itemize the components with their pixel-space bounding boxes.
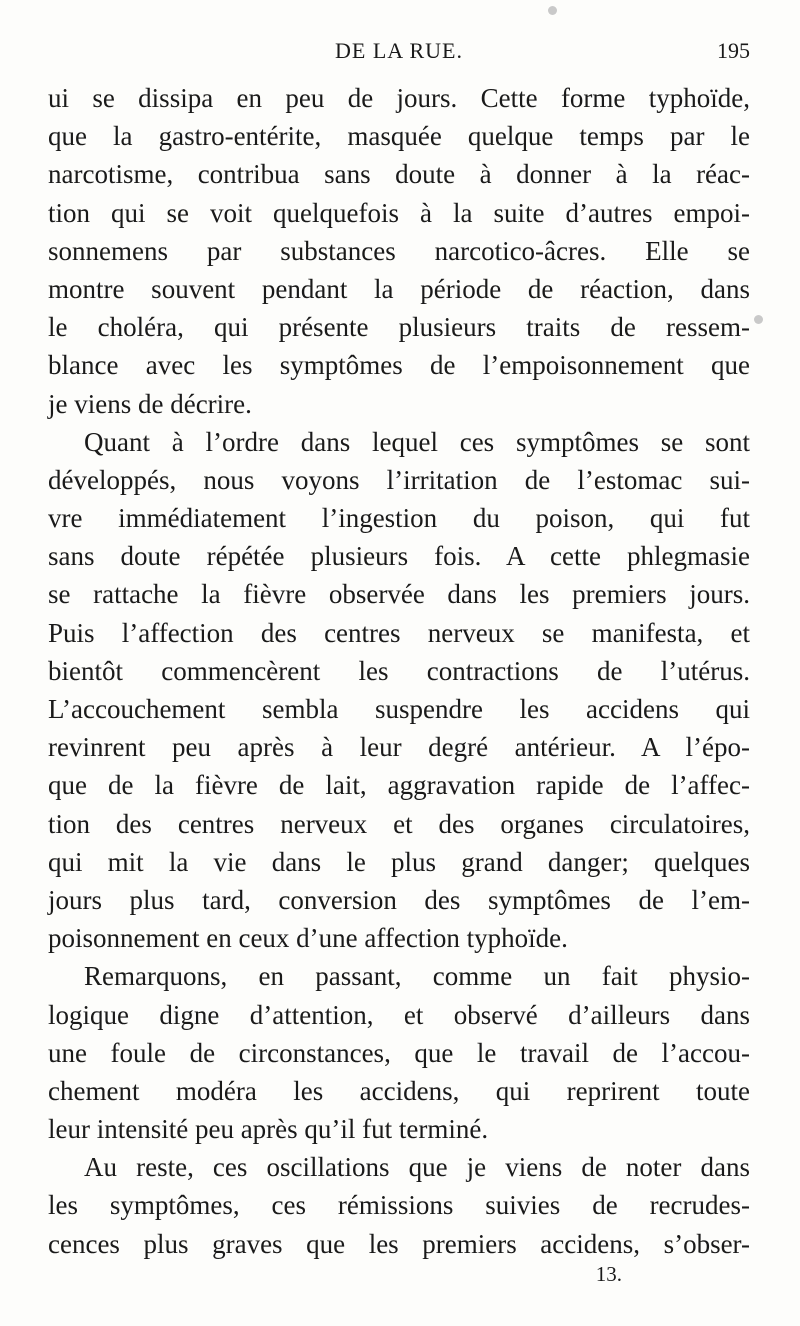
text-line: ui se dissipa en peu de jours. Cette forme typhoïde, bbox=[48, 83, 750, 113]
text-line: cences plus graves que les premiers accidens, s’obser- bbox=[48, 1228, 750, 1259]
text-line: tion qui se voit quelquefois à la suite d’autres empoi- bbox=[48, 197, 750, 228]
text-line: je viens de décrire. bbox=[48, 388, 252, 419]
text-line: sonnemens par substances narcotico-âcres. Elle se bbox=[48, 235, 750, 266]
text-line: une foule de circonstances, que le travail de l’accou- bbox=[48, 1037, 750, 1068]
text-line: que de la fièvre de lait, aggravation rapide de l’affec- bbox=[48, 770, 750, 801]
text-line: montre souvent pendant la période de réaction, dans bbox=[48, 273, 750, 304]
text-line: Quant à l’ordre dans lequel ces symptômes se sont bbox=[84, 426, 750, 457]
page-number: 195 bbox=[717, 38, 750, 63]
running-title: DE LA RUE. bbox=[335, 38, 463, 63]
text-line: sans doute répétée plusieurs fois. A cette phlegmasie bbox=[48, 541, 750, 572]
text-line: le choléra, qui présente plusieurs traits de ressem- bbox=[48, 312, 750, 343]
text-line: se rattache la fièvre observée dans les premiers jours. bbox=[48, 579, 750, 610]
text-line: bientôt commencèrent les contractions de l’utérus. bbox=[48, 655, 750, 686]
text-line: les symptômes, ces rémissions suivies de recrudes- bbox=[48, 1190, 750, 1221]
text-line: tion des centres nerveux et des organes circulatoires, bbox=[48, 808, 750, 839]
body-text bbox=[48, 79, 750, 1263]
text-line: qui mit la vie dans le plus grand danger; quelques bbox=[48, 846, 750, 877]
text-line: L’accouchement sembla suspendre les accidens qui bbox=[48, 694, 750, 724]
text-line: chement modéra les accidens, qui reprirent toute bbox=[48, 1075, 750, 1106]
text-line: blance avec les symptômes de l’empoisonnement que bbox=[48, 350, 750, 381]
page-header bbox=[48, 38, 750, 68]
text-line: narcotisme, contribua sans doute à donner à la réac- bbox=[48, 159, 750, 190]
text-line: Au reste, ces oscillations que je viens de noter dans bbox=[84, 1152, 750, 1183]
text-line: que la gastro-entérite, masquée quelque temps par le bbox=[48, 121, 750, 152]
text-line: logique digne d’attention, et observé d’ailleurs dans bbox=[48, 999, 750, 1030]
text-line: Puis l’affection des centres nerveux se manifesta, et bbox=[48, 617, 750, 648]
text-line: leur intensité peu après qu’il fut terminé. bbox=[48, 1114, 489, 1145]
paper-speck bbox=[754, 315, 763, 324]
text-line: revinrent peu après à leur degré antérieur. A l’épo- bbox=[48, 732, 750, 763]
text-line: poisonnement en ceux d’une affection typhoïde. bbox=[48, 923, 568, 954]
signature-mark: 13. bbox=[595, 1262, 622, 1286]
text-line: jours plus tard, conversion des symptômes de l’em- bbox=[48, 884, 750, 915]
paper-speck bbox=[548, 6, 557, 15]
text-line: Remarquons, en passant, comme un fait physio- bbox=[84, 961, 750, 992]
text-line: vre immédiatement l’ingestion du poison, qui fut bbox=[48, 503, 750, 534]
text-line: développés, nous voyons l’irritation de l’estomac sui- bbox=[48, 464, 750, 495]
